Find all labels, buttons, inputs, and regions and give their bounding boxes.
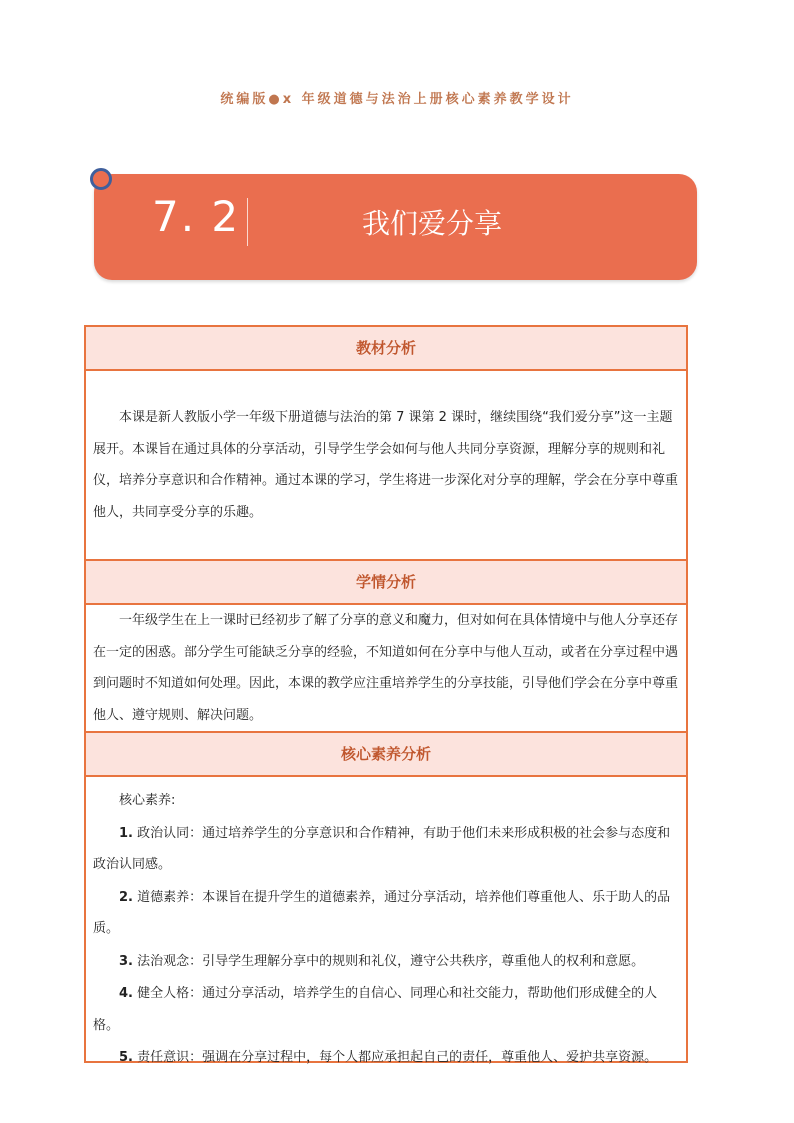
section-heading-core-literacy: 核心素养分析 [86, 733, 686, 777]
core-literacy-intro: 核心素养: [119, 793, 176, 808]
paragraph: 本课是新人教版小学一年级下册道德与法治的第 7 课第 2 课时，继续围绕“我们爱分享”这一主题展开。本课旨在通过具体的分享活动，引导学生学会如何与他人共同分享资源，理解分享的规则和礼仪，培养分享意识和合作精神。通过本课的学习，学生将进一步深化对分享的理解，学会在分享中尊重他人，共同享受分享的乐趣。 [93, 410, 679, 520]
banner-divider [247, 198, 248, 246]
core-literacy-item: 1. 政治认同：通过培养学生的分享意识和合作精神，有助于他们未来形成积极的社会参与态度和政治认同感。 [93, 825, 671, 872]
section-heading-textbook: 教材分析 [86, 327, 686, 371]
core-literacy-item: 2. 道德素养：本课旨在提升学生的道德素养，通过分享活动，培养他们尊重他人、乐于助人的品质。 [93, 889, 671, 936]
banner-dot-decoration [90, 168, 112, 190]
section-body-students [86, 605, 686, 733]
core-literacy-item: 5. 责任意识：强调在分享过程中，每个人都应承担起自己的责任，尊重他人、爱护共享资源。 [119, 1050, 658, 1065]
lesson-number: 7. 2 [152, 192, 241, 241]
section-body-textbook [86, 371, 686, 561]
lesson-title: 我们爱分享 [362, 207, 503, 240]
section-body-core-literacy [86, 777, 686, 1065]
analysis-table [84, 325, 688, 1063]
core-literacy-item: 4. 健全人格：通过分享活动，培养学生的自信心、同理心和社交能力，帮助他们形成健全的人格。 [93, 986, 658, 1033]
lesson-banner [94, 174, 697, 280]
section-heading-students: 学情分析 [86, 561, 686, 605]
document-header: 统编版●x 年级道德与法治上册核心素养教学设计 [220, 92, 574, 107]
paragraph: 一年级学生在上一课时已经初步了解了分享的意义和魔力，但对如何在具体情境中与他人分享还存在一定的困惑。部分学生可能缺乏分享的经验，不知道如何在分享中与他人互动，或者在分享过程中遇到问题时不知道如何处理。因此，本课的教学应注重培养学生的分享技能，引导他们学会在分享中尊重他人、遵守规则、解决问题。 [93, 613, 679, 723]
core-literacy-item: 3. 法治观念：引导学生理解分享中的规则和礼仪，遵守公共秩序，尊重他人的权利和意愿。 [119, 953, 645, 969]
